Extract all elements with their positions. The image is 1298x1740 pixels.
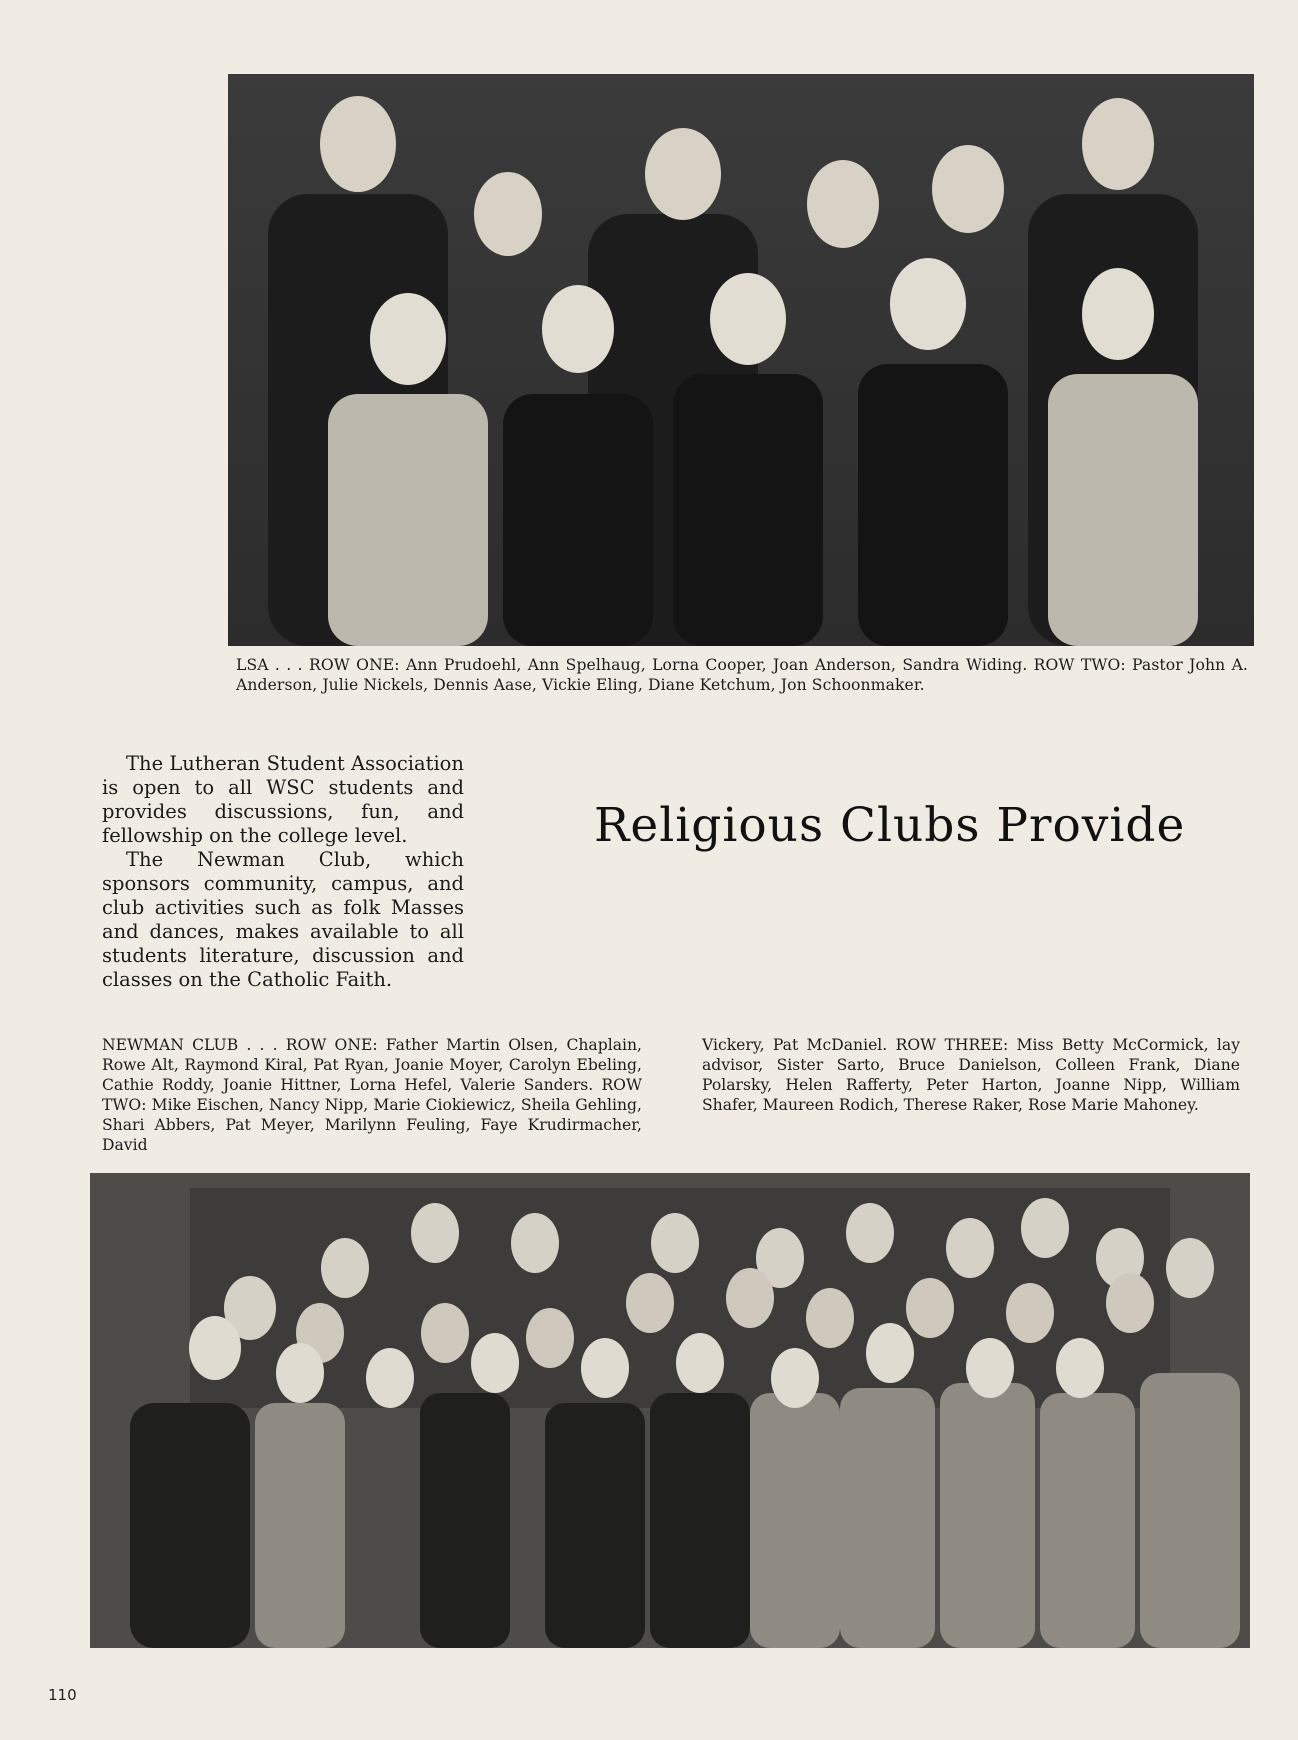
newman-caption-right: Vickery, Pat McDaniel. ROW THREE: Miss Betty McCormick, lay advisor, Sister Sarto, Bruce Danielson, Colleen Frank, Diane Polarsky, Helen Rafferty, Peter Harton, Joanne Nipp, William Shafer, Maureen Rodich, Therese Raker, Rose Marie Mahoney.	[702, 1036, 1240, 1114]
lsa-caption: LSA . . . ROW ONE: Ann Prudoehl, Ann Spelhaug, Lorna Cooper, Joan Anderson, Sandra Widing. ROW TWO: Pastor John A. Anderson, Julie Nickels, Dennis Aase, Vickie Eling, Diane Ketchum, Jon Schoonmaker.	[236, 656, 1248, 694]
newman-group-photo	[90, 1173, 1250, 1648]
lsa-photo-graphic	[228, 74, 1254, 646]
page-number: 110	[48, 1686, 77, 1704]
intro-text	[102, 752, 464, 992]
page-headline: Religious Clubs Provide	[594, 798, 1186, 853]
intro-paragraph-lsa: The Lutheran Student Association is open to all WSC students and provides discussions, fun, and fellowship on the college level.	[102, 752, 464, 847]
lsa-group-photo	[228, 74, 1254, 646]
intro-paragraph-newman: The Newman Club, which sponsors community, campus, and club activities such as folk Masses and dances, makes available to all students literature, discussion and classes on the Catholic Faith.	[102, 848, 464, 991]
newman-caption-left: NEWMAN CLUB . . . ROW ONE: Father Martin Olsen, Chaplain, Rowe Alt, Raymond Kiral, Pat Ryan, Joanie Moyer, Carolyn Ebeling, Cathie Roddy, Joanie Hittner, Lorna Hefel, Valerie Sanders. ROW TWO: Mike Eischen, Nancy Nipp, Marie Ciokiewicz, Sheila Gehling, Shari Abbers, Pat Meyer, Marilynn Feuling, Faye Krudirmacher, David	[102, 1036, 642, 1154]
newman-photo-graphic	[90, 1173, 1250, 1648]
